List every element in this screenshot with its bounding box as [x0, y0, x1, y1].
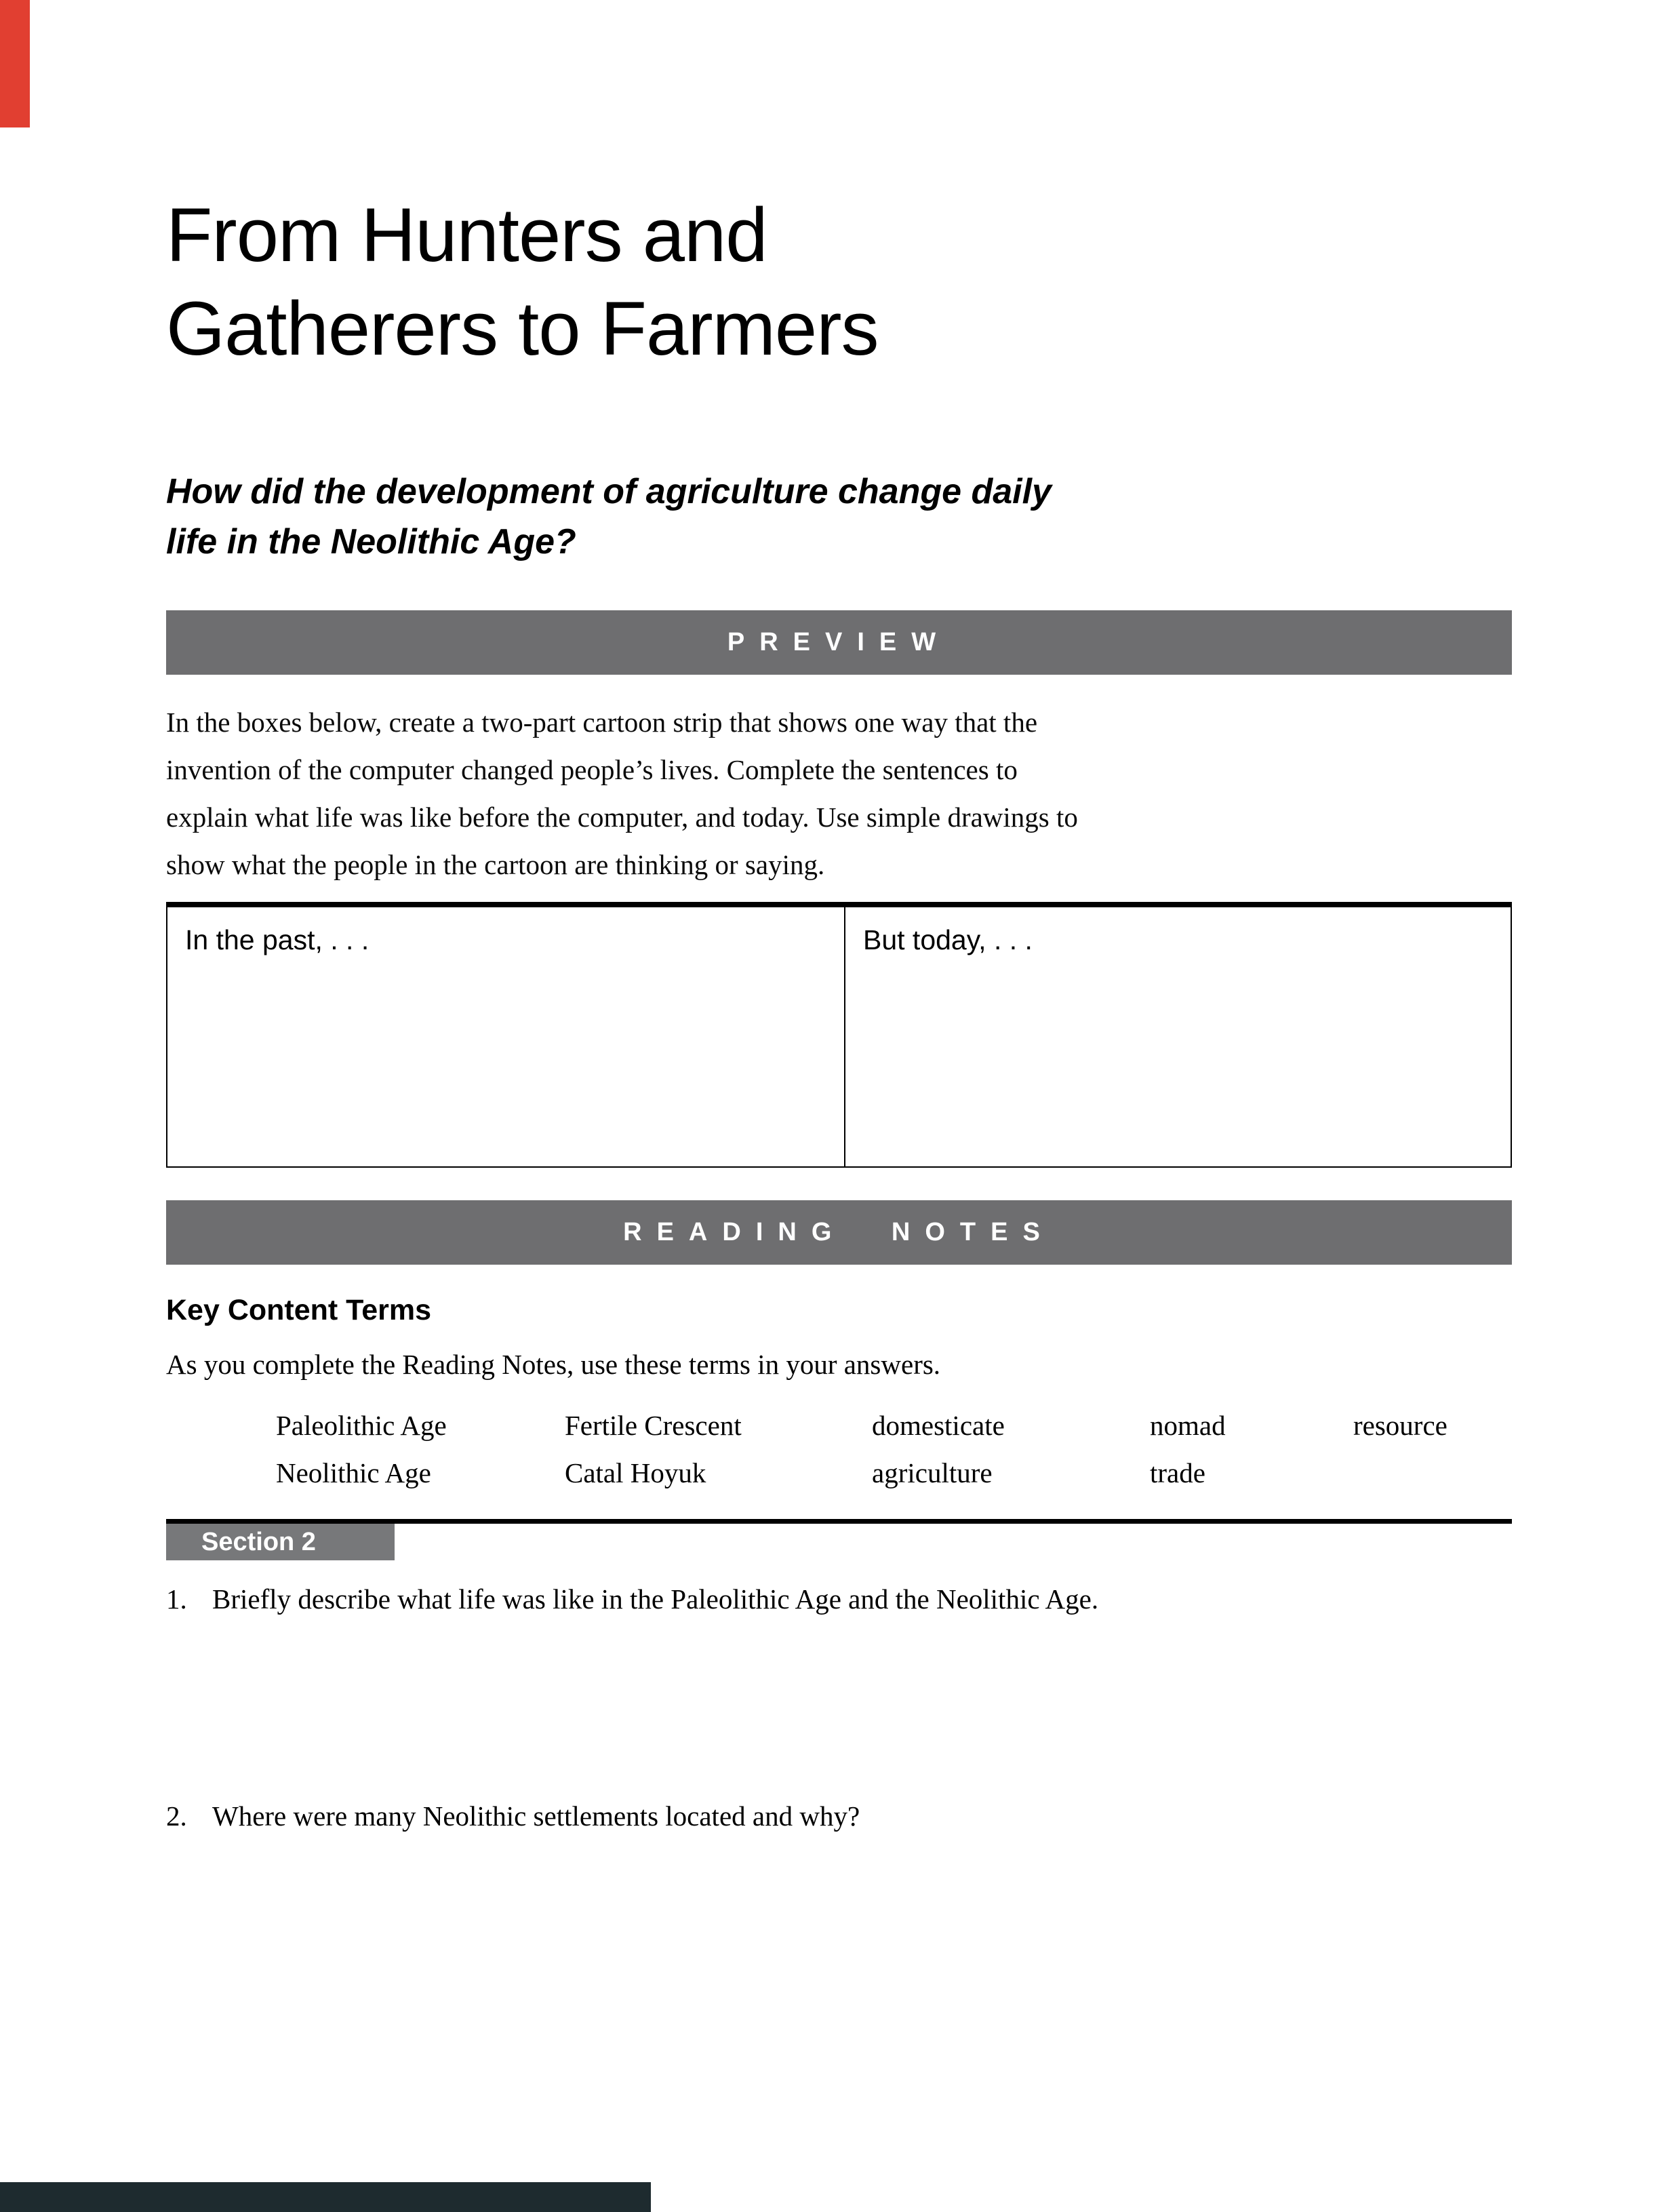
question-1-number: 1.: [166, 1583, 187, 1615]
page-edge-footer-bar: [0, 2182, 651, 2212]
question-2: [166, 1797, 1495, 1835]
question-2-number: 2.: [166, 1800, 187, 1832]
page-title: [166, 189, 1522, 376]
essential-question-line-1: How did the development of agriculture change daily: [166, 472, 1052, 511]
cartoon-box-today-label: But today, . . .: [863, 924, 1033, 955]
preview-banner-label: PREVIEW: [727, 628, 951, 656]
reading-notes-banner-label: READING NOTES: [623, 1218, 1055, 1246]
key-term: nomad: [1150, 1410, 1226, 1441]
cartoon-box-today[interactable]: [845, 907, 1511, 1166]
key-content-terms-heading: Key Content Terms: [166, 1294, 432, 1326]
preview-instructions-line: In the boxes below, create a two-part cartoon strip that shows one way that the: [166, 707, 1038, 738]
section-divider-rule: [166, 1519, 1512, 1524]
page-title-line-1: From Hunters and: [166, 193, 767, 277]
key-term: Neolithic Age: [276, 1457, 431, 1488]
key-term: resource: [1353, 1410, 1447, 1441]
essential-question-line-2: life in the Neolithic Age?: [166, 522, 576, 561]
cartoon-box-past[interactable]: [167, 907, 845, 1166]
page-edge-red-tab: [0, 0, 30, 127]
page-title-line-2: Gatherers to Farmers: [166, 286, 879, 371]
question-2-text: Where were many Neolithic settlements located and why?: [212, 1800, 860, 1832]
key-term: Paleolithic Age: [276, 1410, 447, 1441]
key-terms-list: [276, 1409, 1512, 1504]
essential-question: [166, 467, 1454, 567]
key-content-terms-intro: As you complete the Reading Notes, use these terms in your answers.: [166, 1349, 941, 1380]
reading-notes-banner: [166, 1200, 1512, 1265]
cartoon-strip-boxes: [166, 902, 1512, 1168]
key-term: Catal Hoyuk: [565, 1457, 706, 1488]
key-term: domesticate: [872, 1410, 1005, 1441]
preview-instructions-line: invention of the computer changed people’s lives. Complete the sentences to: [166, 754, 1018, 785]
section-2-label: Section 2: [201, 1528, 316, 1556]
key-term: agriculture: [872, 1457, 993, 1488]
key-term: Fertile Crescent: [565, 1410, 742, 1441]
preview-instructions-line: show what the people in the cartoon are thinking or saying.: [166, 849, 825, 880]
question-1: [166, 1580, 1495, 1618]
cartoon-box-past-label: In the past, . . .: [185, 924, 369, 955]
section-2-tab: [166, 1524, 395, 1560]
preview-banner: [166, 610, 1512, 675]
question-1-text: Briefly describe what life was like in the Paleolithic Age and the Neolithic Age.: [212, 1583, 1099, 1615]
preview-instructions-line: explain what life was like before the computer, and today. Use simple drawings to: [166, 802, 1078, 833]
preview-instructions: [166, 698, 1359, 888]
key-term: trade: [1150, 1457, 1205, 1488]
